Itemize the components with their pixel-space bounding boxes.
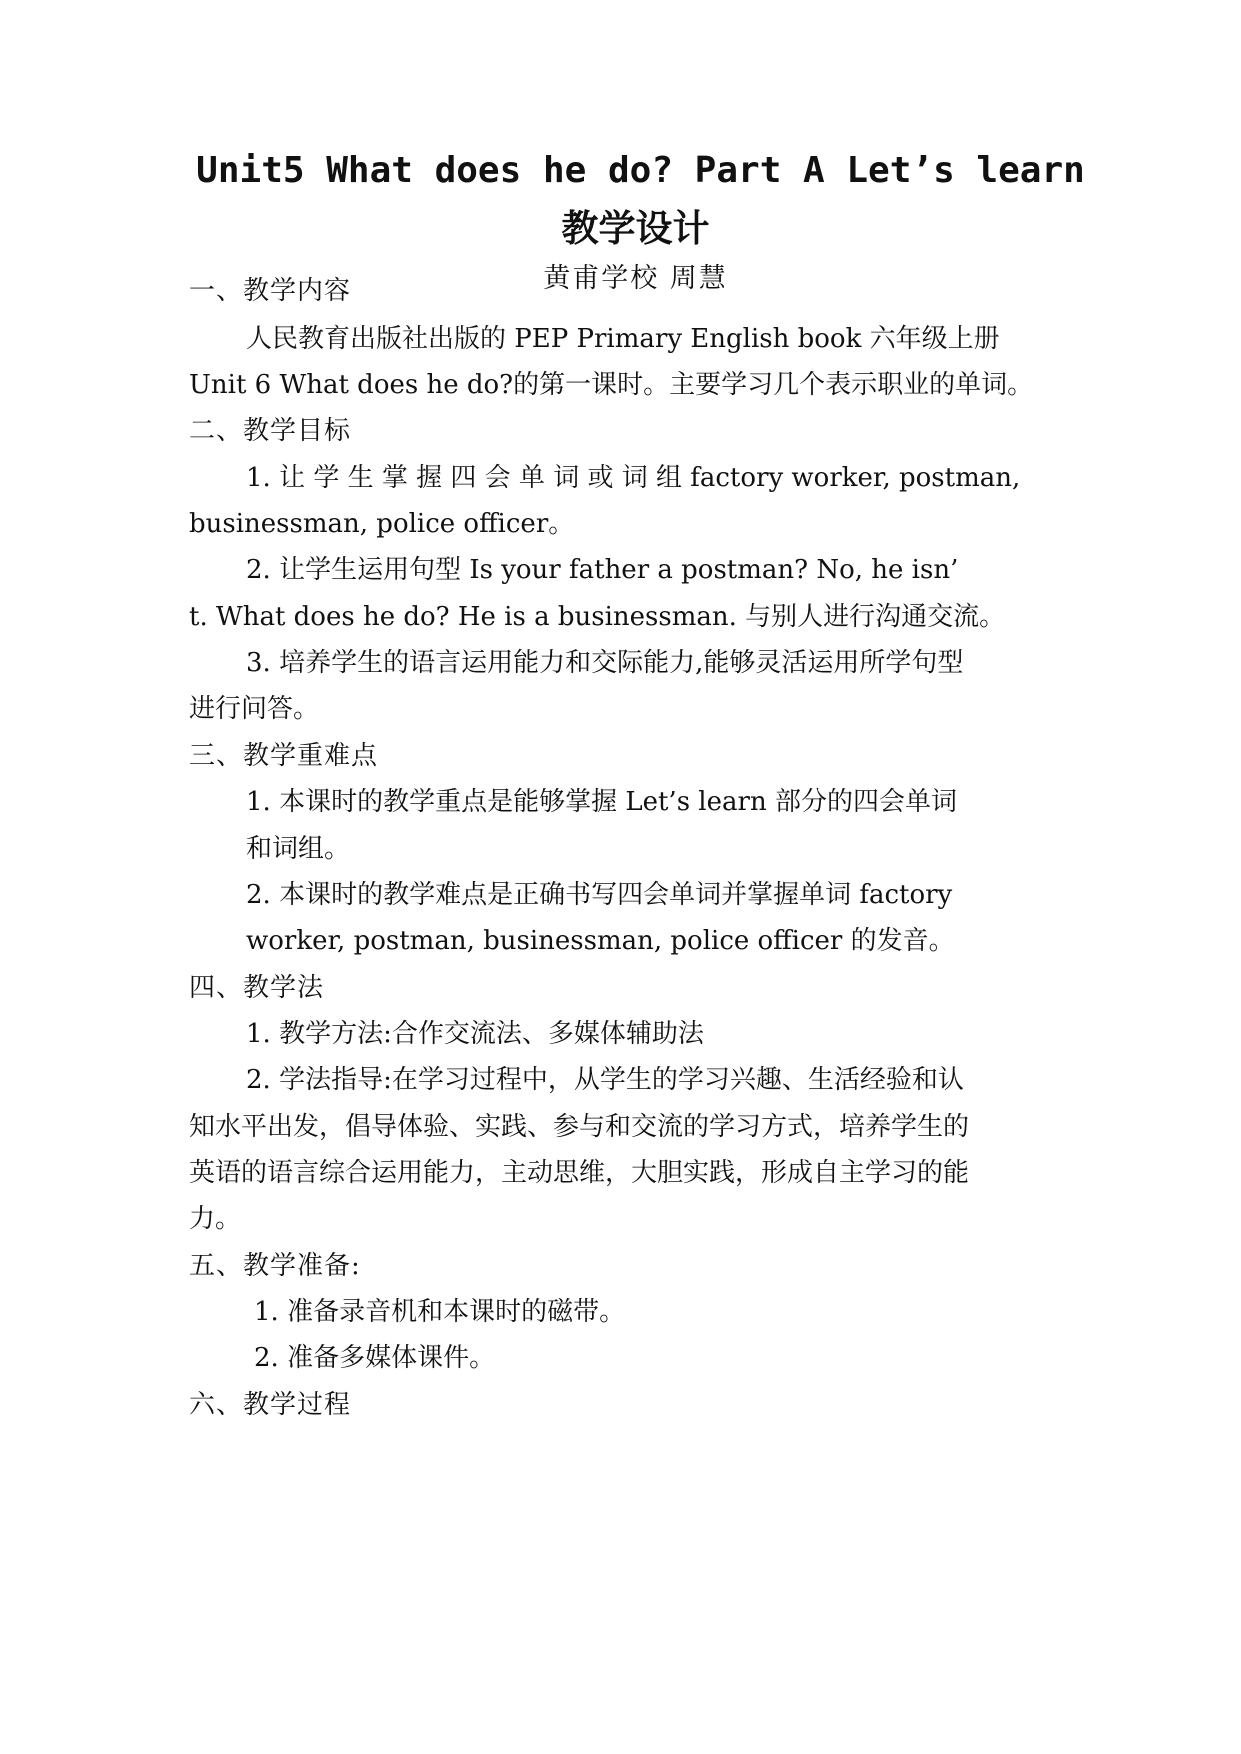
section-heading-objectives: 二、教学目标 — [189, 416, 352, 446]
author-line: 黄甫学校 周慧 — [543, 263, 728, 294]
objective-2-line-1: 2. 让学生运用句型 Is your father a postman? No, he isn’ — [246, 555, 959, 585]
key-point-2-line-2: worker, postman, businessman, police officer 的发音。 — [246, 926, 955, 956]
key-point-1-line-2: 和词组。 — [246, 834, 351, 864]
section-heading-methods: 四、教学法 — [189, 973, 325, 1003]
key-point-2-line-1: 2. 本课时的教学难点是正确书写四会单词并掌握单词 factory — [246, 880, 953, 910]
key-point-1-line-1: 1. 本课时的教学重点是能够掌握 Let’s learn 部分的四会单词 — [246, 787, 957, 817]
preparation-item-2: 2. 准备多媒体课件。 — [254, 1343, 496, 1373]
method-item-2-line-2: 知水平出发，倡导体验、实践、参与和交流的学习方式，培养学生的 — [189, 1112, 970, 1142]
objective-1-line-2: businessman, police officer。 — [189, 509, 575, 539]
method-item-1: 1. 教学方法:合作交流法、多媒体辅助法 — [246, 1019, 704, 1049]
objective-1-line-1: 1. 让 学 生 掌 握 四 会 单 词 或 词 组 factory worker, postman, — [246, 463, 1021, 493]
section-heading-key-points: 三、教学重难点 — [189, 741, 379, 771]
method-item-2-line-3: 英语的语言综合运用能力，主动思维，大胆实践，形成自主学习的能 — [189, 1158, 970, 1188]
method-item-2-line-1: 2. 学法指导:在学习过程中，从学生的学习兴趣、生活经验和认 — [246, 1065, 964, 1095]
document-title-chinese: 教学设计 — [561, 207, 710, 250]
section-heading-preparation: 五、教学准备: — [189, 1251, 361, 1281]
content-paragraph-line-1: 人民教育出版社出版的 PEP Primary English book 六年级上册 — [246, 324, 1000, 354]
preparation-item-1: 1. 准备录音机和本课时的磁带。 — [254, 1297, 626, 1327]
method-item-2-line-4: 力。 — [189, 1204, 242, 1234]
objective-2-line-2: t. What does he do? He is a businessman. 与别人进行沟通交流。 — [189, 602, 1006, 632]
section-heading-content: 一、教学内容 — [189, 276, 352, 306]
objective-3-line-1: 3. 培养学生的语言运用能力和交际能力,能够灵活运用所学句型 — [246, 648, 964, 678]
content-paragraph-line-2: Unit 6 What does he do?的第一课时。主要学习几个表示职业的单词。 — [189, 370, 1034, 400]
section-heading-process: 六、教学过程 — [189, 1390, 352, 1420]
document-title-english: Unit5 What does he do? Part A Let’s learn — [196, 150, 1085, 191]
objective-3-line-2: 进行问答。 — [189, 694, 320, 724]
